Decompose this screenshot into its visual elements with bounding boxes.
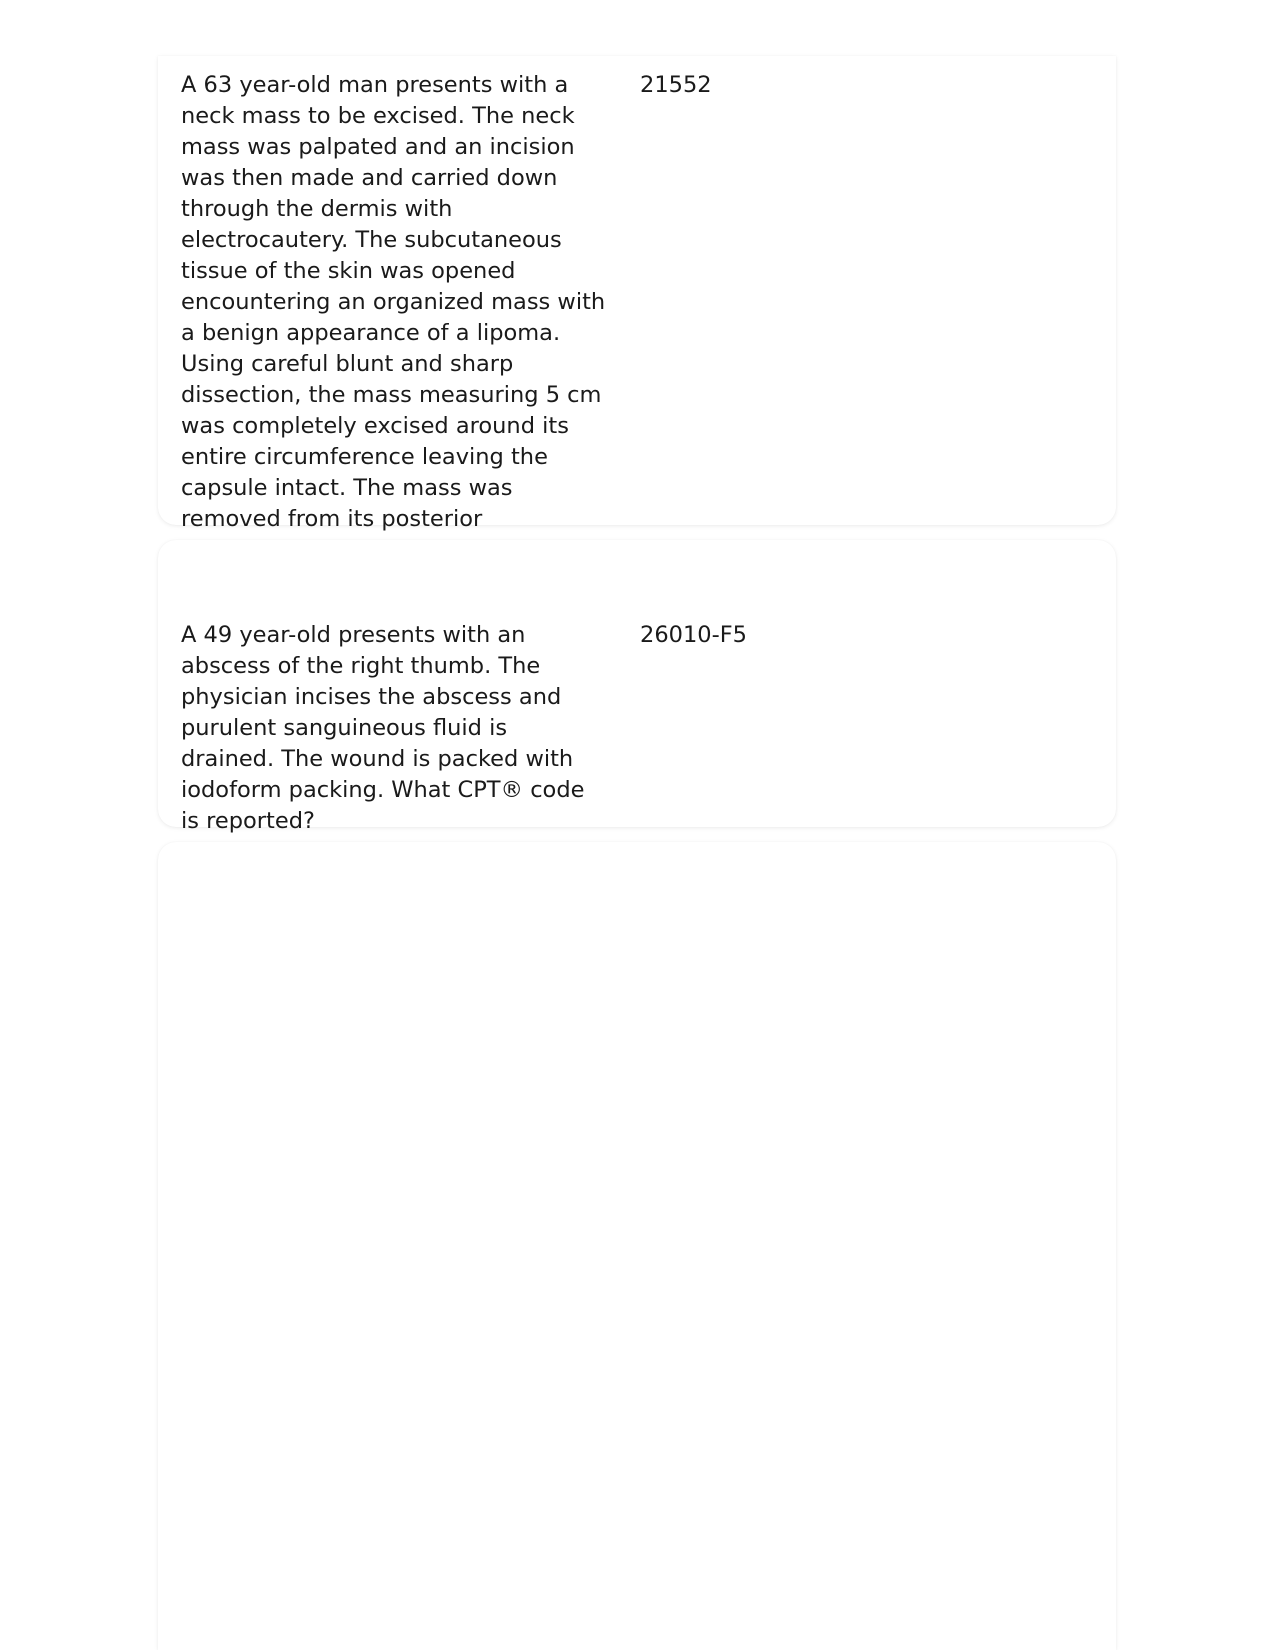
flashcard (158, 56, 1116, 532)
card-answer: 21552 (640, 72, 712, 98)
card-answer: 26010-F5 (640, 622, 747, 648)
card-question: A 63 year-old man presents with a neck mass to be excised. The neck mass was palpated and an incision was then made and carried down through the dermis with electrocautery. The subcutaneous tissue of the skin was opened encountering an organized mass with a benign appearance of a lipoma. Using careful blunt and sharp dissection, the mass measuring 5 cm was completely excised around its entire circumference leaving the capsule intact. The mass was removed from its posterior (181, 72, 606, 532)
card-question: A 49 year-old presents with an abscess of the right thumb. The physician incises the abscess and purulent sanguineous fluid is drained. The wound is packed with iodoform packing. What CPT® code is reported? (181, 622, 585, 834)
empty-flashcard (158, 842, 1116, 1650)
flashcard (158, 540, 1116, 834)
